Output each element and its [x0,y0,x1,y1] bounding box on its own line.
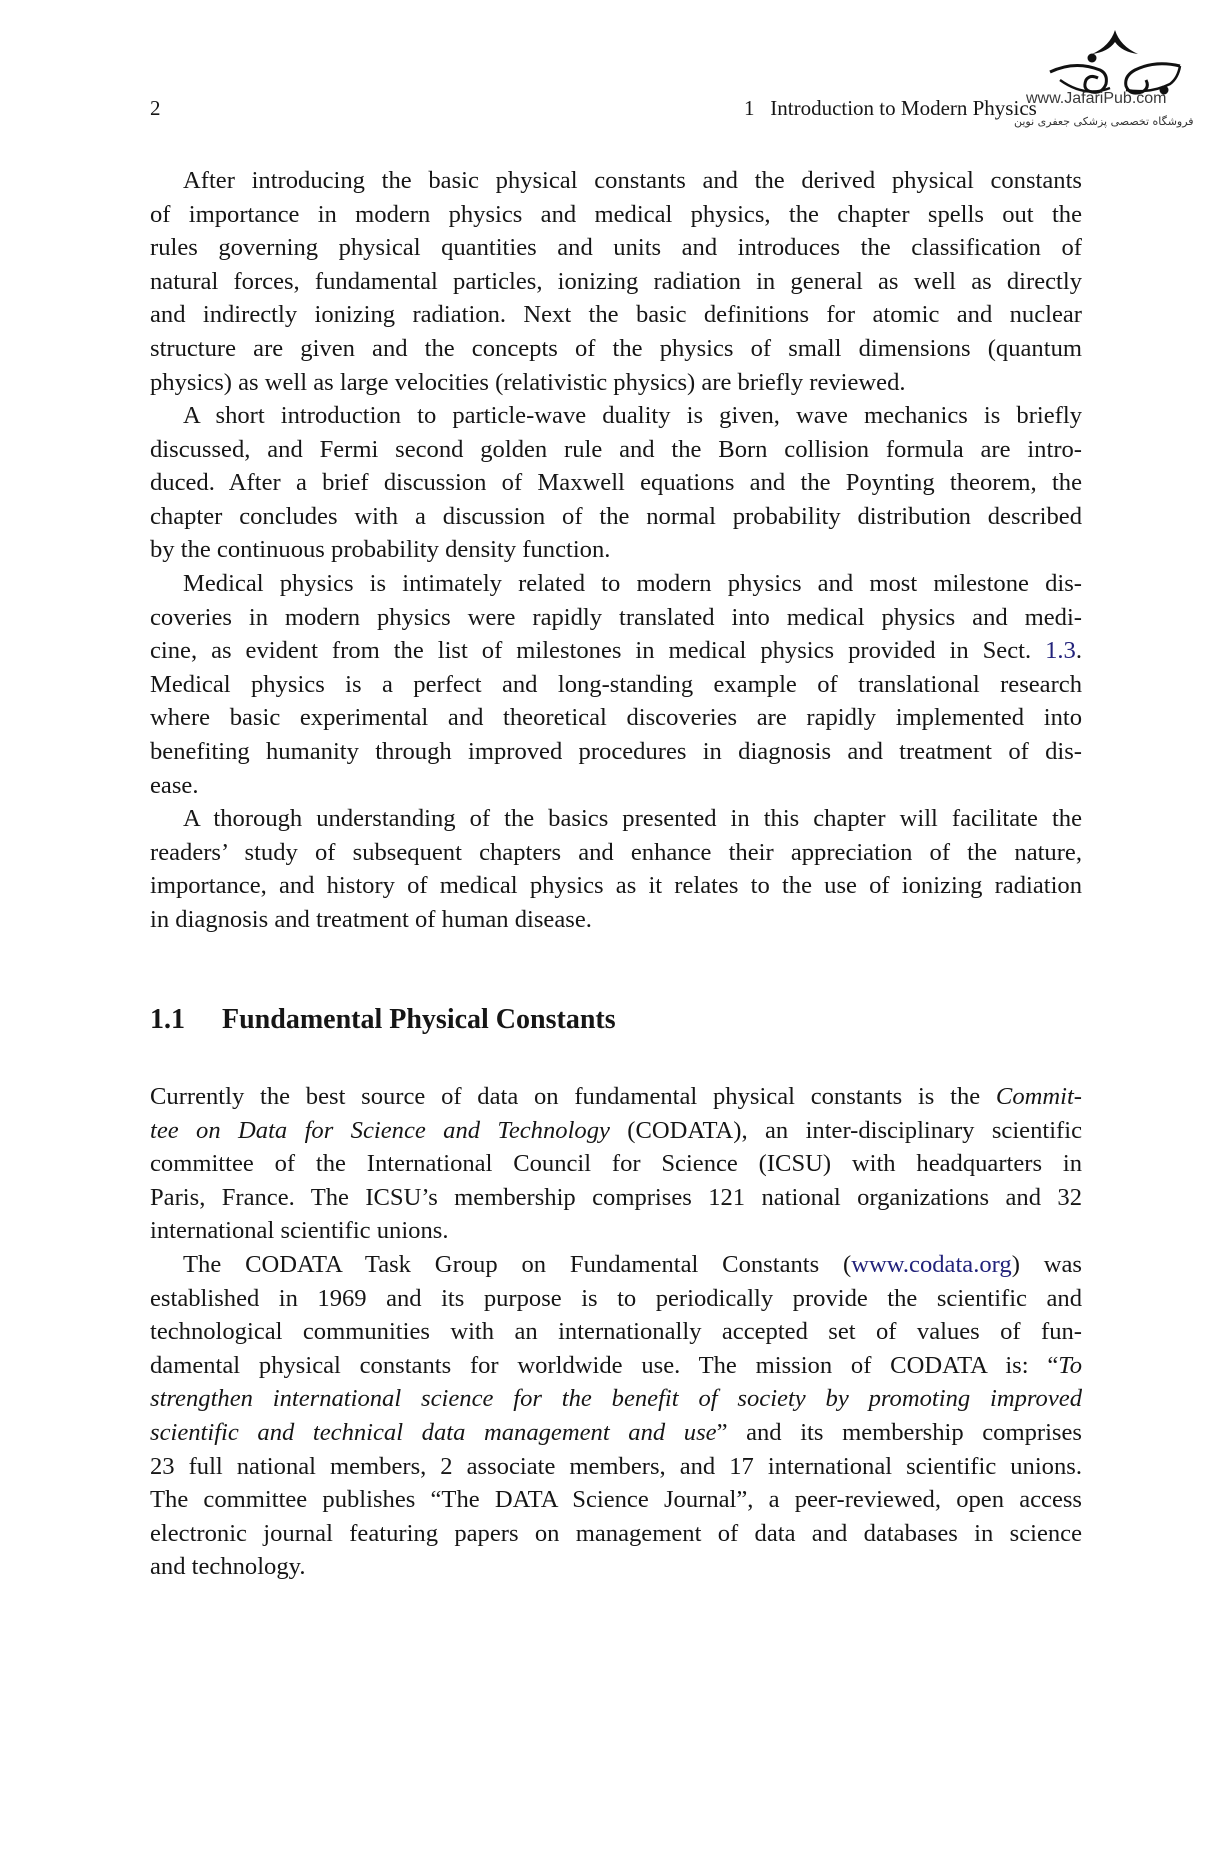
text-line [150,1248,1082,1282]
italic-run: tee on Data for Science and Technology [150,1116,610,1144]
italic-run: scientific and technical data management and use [150,1418,717,1446]
section-paragraph-1 [150,1080,1082,1248]
watermark-url: www.JafariPub.com [1026,90,1167,107]
section-number: 1.1 [150,1004,185,1035]
page-number: 2 [150,96,161,120]
intro-paragraph-1 [150,164,1082,399]
text-line: ease. [150,771,199,799]
text-line: coveries in modern physics were rapidly translated into medical physics and medi- [150,603,1082,631]
text-line: chapter concludes with a discussion of the normal probability distribution described [150,502,1082,530]
watermark-tagline: فروشگاه تخصصی پزشکی جعفری نوین [1014,115,1194,128]
section-heading [150,1002,616,1038]
section-title: Fundamental Physical Constants [222,1004,616,1035]
text-line: by the continuous probability density function. [150,536,611,564]
text-line: natural forces, fundamental particles, ionizing radiation in general as well as directly [150,267,1082,295]
text-line: international scientific unions. [150,1217,449,1245]
text-line [150,1080,1082,1114]
section-paragraph-2 [150,1248,1082,1584]
codata-url-link[interactable]: www.codata.org [851,1251,1012,1278]
text-line [150,1114,1082,1148]
text-line: of importance in modern physics and medical physics, the chapter spells out the [150,200,1082,228]
intro-paragraph-3 [150,567,1082,802]
text-line: rules governing physical quantities and units and introduces the classification of [150,234,1082,262]
text-line: readers’ study of subsequent chapters and enhance their appreciation of the nature, [150,838,1082,866]
text-line: benefiting humanity through improved procedures in diagnosis and treatment of dis- [150,737,1082,765]
italic-run: To [1058,1351,1082,1379]
text-line: 23 full national members, 2 associate members, and 17 international scientific unions. [150,1452,1082,1480]
text-run: ” and its membership comprises [716,1418,1082,1446]
text-line: strengthen international science for the benefit of society by promoting improved [150,1385,1082,1413]
text-run: damental physical constants for worldwide use. The mission of CODATA is: “ [150,1351,1059,1379]
text-run: (CODATA), an inter-disciplinary scientific [609,1116,1082,1144]
text-line [150,1416,1082,1450]
text-line: technological communities with an internationally accepted set of values of fun- [150,1318,1082,1346]
text-run: ) was [1011,1251,1082,1278]
text-line: where basic experimental and theoretical discoveries are rapidly implemented into [150,704,1082,732]
text-line: structure are given and the concepts of the physics of small dimensions (quantum [150,334,1082,362]
text-line: committee of the International Council for Science (ICSU) with headquarters in [150,1150,1082,1178]
text-line: duced. After a brief discussion of Maxwell equations and the Poynting theorem, the [150,469,1082,497]
intro-paragraph-2 [150,399,1082,567]
text-line: physics) as well as large velocities (relativistic physics) are briefly reviewed. [150,368,906,396]
text-line: in diagnosis and treatment of human disease. [150,905,592,933]
text-line: established in 1969 and its purpose is to periodically provide the scientific and [150,1284,1082,1312]
text-line: electronic journal featuring papers on management of data and databases in science [150,1519,1082,1547]
italic-run: Commit- [995,1083,1082,1110]
section-reference-link[interactable]: 1.3 [1045,637,1076,665]
text-line: Paris, France. The ICSU’s membership comprises 121 national organizations and 32 [150,1183,1082,1211]
text-run: Currently the best source of data on fundamental physical constants is the [150,1083,996,1110]
text-line: and indirectly ionizing radiation. Next the basic definitions for atomic and nuclear [150,301,1082,329]
text-line: Medical physics is a perfect and long-standing example of translational research [150,670,1082,698]
text-line: and technology. [150,1553,306,1581]
text-line: A thorough understanding of the basics presented in this chapter will facilitate the [183,805,1082,832]
text-run: cine, as evident from the list of milestones in medical physics provided in Sect. [150,637,1046,665]
text-line: The committee publishes “The DATA Science Journal”, a peer-reviewed, open access [150,1486,1082,1514]
text-line: After introducing the basic physical constants and the derived physical constants [183,167,1082,194]
text-line [150,634,1082,668]
text-line: A short introduction to particle-wave duality is given, wave mechanics is briefly [183,402,1082,429]
text-line: Medical physics is intimately related to modern physics and most milestone dis- [183,570,1082,597]
text-run: The CODATA Task Group on Fundamental Constants ( [183,1251,852,1278]
text-line: discussed, and Fermi second golden rule and the Born collision formula are intro- [150,435,1082,463]
text-run: . [1075,637,1082,665]
intro-paragraph-4 [150,802,1082,936]
text-line: importance, and history of medical physics as it relates to the use of ionizing radiation [150,872,1082,900]
text-line [150,1349,1082,1383]
running-head-chapter-title: 1 Introduction to Modern Physics [744,96,1037,120]
